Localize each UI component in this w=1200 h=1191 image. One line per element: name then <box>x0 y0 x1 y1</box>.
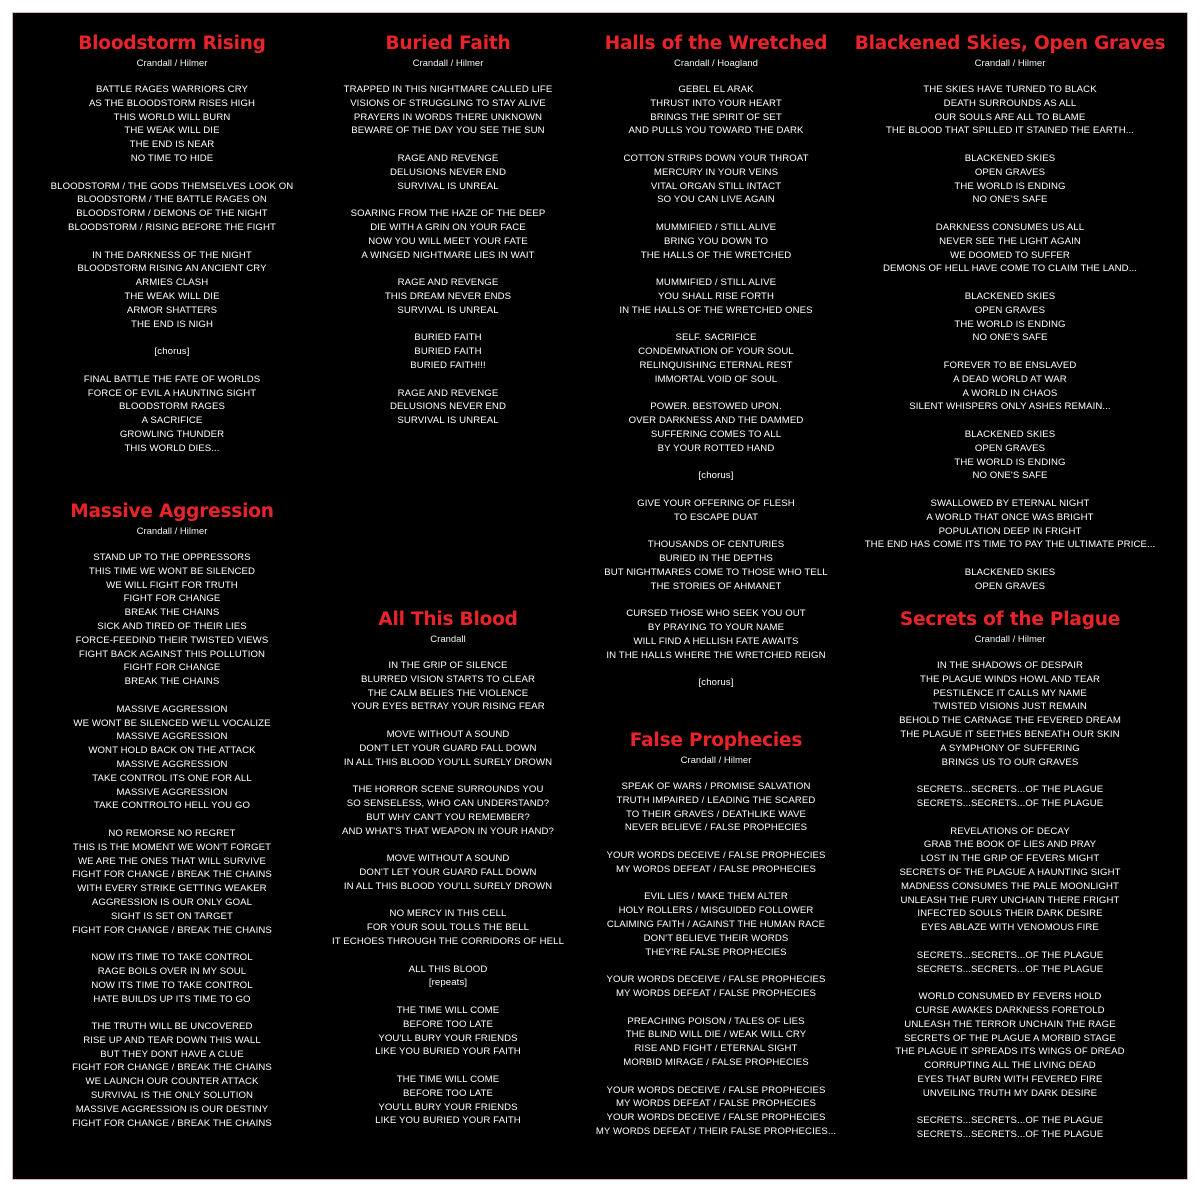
lyric-line: BLACKENED SKIES <box>964 152 1056 164</box>
lyric-line: BUT WHY CAN'T YOU REMEMBER? <box>366 811 530 823</box>
lyric-line: MASSIVE AGGRESSION <box>116 731 228 743</box>
stanza <box>557 497 875 525</box>
stanza <box>835 566 1185 594</box>
stanza <box>835 152 1185 207</box>
lyric-line: MADNESS CONSUMES THE PALE MOONLIGHT <box>901 880 1119 892</box>
stanza <box>289 659 607 714</box>
stanza <box>557 469 875 483</box>
lyric-line: IN THE GRIP OF SILENCE <box>388 660 508 671</box>
lyric-line: WE WONT BE SILENCED WE'LL VOCALIZE <box>73 717 271 729</box>
lyric-line: IT ECHOES THROUGH THE CORRIDORS OF HELL <box>331 935 565 947</box>
lyric-line: NO ONE'S SAFE <box>972 194 1048 206</box>
lyric-line: IMMORTAL VOID OF SOUL <box>654 373 778 385</box>
lyric-line: THIS WORLD WILL BURN <box>113 111 231 123</box>
lyric-line: BLACKENED SKIES <box>964 428 1056 440</box>
song-credit: Crandall / Hilmer <box>974 58 1046 69</box>
lyric-line: HATE BUILDS UP ITS TIME TO GO <box>93 993 251 1005</box>
lyric-line: THE END HAS COME ITS TIME TO PAY THE ULTIMATE PRICE... <box>864 539 1156 551</box>
lyric-line: BLOODSTORM / THE BATTLE RAGES ON <box>77 194 267 206</box>
lyric-line: FINAL BATTLE THE FATE OF WORLDS <box>83 373 261 385</box>
lyric-line: THRUST INTO YOUR HEART <box>650 97 782 109</box>
lyric-line: [chorus] <box>154 346 190 358</box>
lyric-line: VISIONS OF STRUGGLING TO STAY ALIVE <box>350 97 546 109</box>
stanza <box>851 659 1169 769</box>
lyric-line: WILL FIND A HELLISH FATE AWAITS <box>633 635 799 647</box>
lyric-line: FOR YOUR SOUL TOLLS THE BELL <box>366 922 530 934</box>
lyric-line: LIKE YOU BURIED YOUR FAITH <box>375 1115 521 1127</box>
lyric-line: THE END IS NIGH <box>131 318 213 330</box>
lyric-line: DIE WITH A GRIN ON YOUR FACE <box>370 221 526 233</box>
lyric-line: IN ALL THIS BLOOD YOU'LL SURELY DROWN <box>343 880 553 892</box>
lyric-line: SO YOU CAN LIVE AGAIN <box>657 194 775 206</box>
lyric-line: BLURRED VISION STARTS TO CLEAR <box>361 673 535 685</box>
stanza <box>557 400 875 455</box>
lyric-line: RELINQUISHING ETERNAL REST <box>639 359 793 371</box>
lyric-line: YOUR EYES BETRAY YOUR RISING FEAR <box>351 701 545 713</box>
stanza <box>557 331 875 386</box>
lyric-line: THIS WORLD DIES... <box>124 442 220 454</box>
lyric-line: MOVE WITHOUT A SOUND <box>386 853 510 865</box>
lyric-line: THE PLAGUE IT SPREADS ITS WINGS OF DREAD <box>895 1046 1125 1058</box>
lyric-line: TAKE CONTROLTO HELL YOU GO <box>93 800 251 812</box>
lyric-line: PRAYERS IN WORDS THERE UNKNOWN <box>353 111 543 123</box>
lyric-line: RAGE BOILS OVER IN MY SOUL <box>97 965 247 977</box>
lyric-line: CORRUPTING ALL THE LIVING DEAD <box>924 1060 1096 1072</box>
stanza <box>13 827 331 937</box>
lyric-line: DELUSIONS NEVER END <box>390 166 506 178</box>
lyric-line: STAND UP TO THE OPPRESSORS <box>93 552 251 563</box>
stanza <box>851 990 1169 1100</box>
lyric-line: BRINGS THE SPIRIT OF SET <box>650 111 782 123</box>
lyric-line: YOUR WORDS DECEIVE / FALSE PROPHECIES <box>606 1112 826 1124</box>
lyric-line: SECRETS...SECRETS...OF THE PLAGUE <box>916 784 1104 796</box>
stanza <box>13 83 331 166</box>
stanza <box>835 359 1185 414</box>
stanza <box>835 428 1185 483</box>
lyric-line: INFECTED SOULS THEIR DARK DESIRE <box>917 908 1103 920</box>
lyric-line: THE WEAK WILL DIE <box>124 290 220 302</box>
lyric-line: IN ALL THIS BLOOD YOU'LL SURELY DROWN <box>343 756 553 768</box>
song-credit: Crandall / Hilmer <box>680 755 752 766</box>
lyric-line: UNVEILING TRUTH MY DARK DESIRE <box>922 1087 1098 1099</box>
lyric-line: TAKE CONTROL ITS ONE FOR ALL <box>92 772 252 784</box>
song-title: Blackened Skies, Open Graves <box>854 33 1166 54</box>
lyric-line: TRAPPED IN THIS NIGHTMARE CALLED LIFE <box>343 84 553 95</box>
lyric-line: MUMMIFIED / STILL ALIVE <box>655 221 777 233</box>
stanza <box>557 973 875 1001</box>
lyric-line: NOW ITS TIME TO TAKE CONTROL <box>91 952 253 964</box>
lyric-line: SECRETS...SECRETS...OF THE PLAGUE <box>916 1115 1104 1127</box>
song-bloodstorm-rising <box>13 31 331 469</box>
lyric-line: YOU'LL BURY YOUR FRIENDS <box>378 1101 518 1113</box>
lyric-line: NO ONE'S SAFE <box>972 332 1048 344</box>
lyric-line: BLOODSTORM / DEMONS OF THE NIGHT <box>76 208 268 220</box>
lyric-line: WITH EVERY STRIKE GETTING WEAKER <box>77 883 267 895</box>
song-credit: Crandall / Hilmer <box>974 634 1046 645</box>
lyric-line: SPEAK OF WARS / PROMISE SALVATION <box>621 781 811 792</box>
lyric-line: THE HALLS OF THE WRETCHED <box>640 249 792 261</box>
lyric-line: TO THEIR GRAVES / DEATHLIKE WAVE <box>625 808 806 820</box>
lyric-line: NO REMORSE NO REGRET <box>108 827 236 839</box>
lyric-line: NEVER BELIEVE / FALSE PROPHECIES <box>624 822 808 834</box>
lyric-line: CONDEMNATION OF YOUR SOUL <box>638 346 794 358</box>
lyric-line: DEATH SURROUNDS AS ALL <box>943 97 1077 109</box>
lyric-line: HOLY ROLLERS / MISGUIDED FOLLOWER <box>618 905 814 917</box>
stanza <box>557 1084 875 1139</box>
lyric-line: NEVER SEE THE LIGHT AGAIN <box>939 235 1081 247</box>
lyrics-sheet <box>12 12 1188 1180</box>
stanza <box>851 825 1169 935</box>
lyric-line: OPEN GRAVES <box>974 442 1046 454</box>
lyric-line: SILENT WHISPERS ONLY ASHES REMAIN... <box>909 401 1111 413</box>
stanza <box>835 221 1185 276</box>
stanza <box>835 290 1185 345</box>
lyric-line: OPEN GRAVES <box>974 580 1046 592</box>
lyric-line: BEFORE TOO LATE <box>403 1087 493 1099</box>
lyric-line: MASSIVE AGGRESSION <box>116 786 228 798</box>
lyric-line: SECRETS...SECRETS...OF THE PLAGUE <box>916 1129 1104 1141</box>
lyric-line: WE DOOMED TO SUFFER <box>950 249 1070 261</box>
lyric-line: BEFORE TOO LATE <box>403 1018 493 1030</box>
lyric-line: BURIED FAITH <box>414 332 482 344</box>
lyric-line: NO ONE'S SAFE <box>972 470 1048 482</box>
lyric-line: THE HORROR SCENE SURROUNDS YOU <box>352 784 544 796</box>
lyric-line: WE ARE THE ONES THAT WILL SURVIVE <box>77 855 267 867</box>
lyric-line: NO MERCY IN THIS CELL <box>389 908 507 920</box>
song-secrets-of-the-plague <box>851 607 1169 1156</box>
lyric-line: DON'T LET YOUR GUARD FALL DOWN <box>359 742 537 754</box>
lyric-line: MASSIVE AGGRESSION <box>116 758 228 770</box>
song-credit: Crandall / Hilmer <box>136 58 208 69</box>
lyric-line: A WINGED NIGHTMARE LIES IN WAIT <box>361 249 535 261</box>
song-credit: Crandall / Hoagland <box>674 58 758 69</box>
lyric-line: OUR SOULS ARE ALL TO BLAME <box>934 111 1086 123</box>
lyric-line: DARKNESS CONSUMES US ALL <box>935 221 1085 233</box>
lyric-line: BURIED FAITH <box>414 346 482 358</box>
lyric-line: GRAB THE BOOK OF LIES AND PRAY <box>923 839 1097 851</box>
lyric-line: ARMOR SHATTERS <box>126 304 218 316</box>
lyric-line: SUFFERING COMES TO ALL <box>650 428 782 440</box>
lyric-line: DON'T LET YOUR GUARD FALL DOWN <box>359 866 537 878</box>
stanza <box>557 780 875 835</box>
lyric-line: RAGE AND REVENGE <box>397 277 499 289</box>
lyric-line: POWER. BESTOWED UPON. <box>650 401 782 413</box>
lyric-line: SWALLOWED BY ETERNAL NIGHT <box>930 497 1090 509</box>
lyric-line: SURVIVAL IS UNREAL <box>397 304 499 316</box>
lyric-line: THE PLAGUE WINDS HOWL AND TEAR <box>920 673 1100 685</box>
stanza <box>13 703 331 813</box>
lyric-line: A DEAD WORLD AT WAR <box>953 373 1067 385</box>
song-title: Massive Aggression <box>70 501 274 522</box>
lyric-line: THE TRUTH WILL BE UNCOVERED <box>91 1021 253 1033</box>
song-credit: Crandall / Hilmer <box>136 526 208 537</box>
lyric-line: BY YOUR ROTTED HAND <box>657 442 775 454</box>
lyric-line: WE LAUNCH OUR COUNTER ATTACK <box>85 1076 259 1088</box>
lyric-line: IN THE SHADOWS OF DESPAIR <box>936 660 1084 671</box>
song-title: Buried Faith <box>385 33 511 54</box>
lyric-line: MOVE WITHOUT A SOUND <box>386 728 510 740</box>
song-title: False Prophecies <box>629 730 803 751</box>
lyric-line: BLOODSTORM RISING AN ANCIENT CRY <box>77 263 267 275</box>
lyric-line: THE WEAK WILL DIE <box>124 125 220 137</box>
lyric-line: SURVIVAL IS UNREAL <box>397 415 499 427</box>
lyric-line: THE TIME WILL COME <box>396 1073 500 1085</box>
lyric-line: A SYMPHONY OF SUFFERING <box>940 742 1080 754</box>
lyric-line: THOUSANDS OF CENTURIES <box>647 539 785 551</box>
lyric-line: SIGHT IS SET ON TARGET <box>111 910 233 922</box>
song-title: Halls of the Wretched <box>604 33 828 54</box>
lyric-line: GROWLING THUNDER <box>119 428 225 440</box>
lyric-line: MY WORDS DEFEAT / FALSE PROPHECIES <box>615 863 817 875</box>
lyric-line: YOUR WORDS DECEIVE / FALSE PROPHECIES <box>606 974 826 986</box>
stanza <box>557 152 875 207</box>
stanza <box>835 83 1185 138</box>
lyric-line: BY PRAYING TO YOUR NAME <box>647 622 785 634</box>
lyric-line: RISE AND FIGHT / ETERNAL SIGHT <box>634 1043 798 1055</box>
lyric-line: THIS TIME WE WONT BE SILENCED <box>88 565 256 577</box>
lyric-line: FIGHT FOR CHANGE / BREAK THE CHAINS <box>72 1117 272 1129</box>
lyric-line: BEWARE OF THE DAY YOU SEE THE SUN <box>351 125 545 137</box>
lyric-line: SICK AND TIRED OF THEIR LIES <box>97 620 247 632</box>
lyric-line: COTTON STRIPS DOWN YOUR THROAT <box>623 152 809 164</box>
lyric-line: THE SKIES HAVE TURNED TO BLACK <box>923 84 1097 95</box>
song-title: All This Blood <box>378 609 518 630</box>
lyric-line: DON'T BELIEVE THEIR WORDS <box>643 932 789 944</box>
lyric-line: THE BLIND WILL DIE / WEAK WILL CRY <box>625 1029 807 1041</box>
lyric-line: POPULATION DEEP IN FRIGHT <box>938 525 1082 537</box>
lyric-line: BREAK THE CHAINS <box>124 676 220 688</box>
lyric-line: MERCURY IN YOUR VEINS <box>653 166 779 178</box>
lyric-line: YOUR WORDS DECEIVE / FALSE PROPHECIES <box>606 1084 826 1096</box>
lyric-line: IN THE HALLS OF THE WRETCHED ONES <box>619 304 813 316</box>
lyric-line: BURIED FAITH!!! <box>410 359 486 371</box>
lyric-line: GIVE YOUR OFFERING OF FLESH <box>637 497 795 509</box>
lyric-line: REVELATIONS OF DECAY <box>950 825 1070 837</box>
lyric-line: FIGHT FOR CHANGE / BREAK THE CHAINS <box>72 924 272 936</box>
lyric-line: EYES ABLAZE WITH VENOMOUS FIRE <box>921 922 1099 934</box>
lyric-line: THE END IS NEAR <box>129 139 215 151</box>
lyric-line: DELUSIONS NEVER END <box>390 401 506 413</box>
lyric-line: BLOODSTORM / RISING BEFORE THE FIGHT <box>68 221 276 233</box>
lyric-line: BUT THEY DONT HAVE A CLUE <box>100 1048 244 1060</box>
lyric-line: THEY'RE FALSE PROPHECIES <box>645 946 787 958</box>
lyric-line: SURVIVAL IS THE ONLY SOLUTION <box>90 1090 254 1102</box>
song-blackened-skies-open-graves <box>835 31 1185 607</box>
lyric-line: THE STORIES OF AHMANET <box>650 580 782 592</box>
lyric-line: EVIL LIES / MAKE THEM ALTER <box>644 891 788 903</box>
lyric-line: BRING YOU DOWN TO <box>663 235 769 247</box>
stanza <box>557 276 875 317</box>
song-halls-of-the-wretched <box>557 31 875 704</box>
lyric-line: [chorus] <box>698 677 734 689</box>
lyric-line: THE PLAGUE IT SEETHES BENEATH OUR SKIN <box>900 728 1120 740</box>
lyric-line: [repeats] <box>428 977 468 989</box>
lyric-line: BUT NIGHTMARES COME TO THOSE WHO TELL <box>604 566 828 578</box>
lyric-line: MUMMIFIED / STILL ALIVE <box>655 277 777 289</box>
stanza <box>835 497 1185 552</box>
lyric-line: SURVIVAL IS UNREAL <box>397 180 499 192</box>
lyric-line: BLACKENED SKIES <box>964 566 1056 578</box>
lyric-line: BEHOLD THE CARNAGE THE FEVERED DREAM <box>899 715 1121 727</box>
lyric-line: SO SENSELESS, WHO CAN UNDERSTAND? <box>346 797 550 809</box>
lyric-line: BURIED IN THE DEPTHS <box>659 553 773 565</box>
lyric-line: NOW YOU WILL MEET YOUR FATE <box>368 235 528 247</box>
lyric-line: THE TIME WILL COME <box>396 1004 500 1016</box>
stanza <box>851 1114 1169 1142</box>
stanza <box>13 551 331 689</box>
lyric-line: OPEN GRAVES <box>974 304 1046 316</box>
lyric-line: PESTILENCE IT CALLS MY NAME <box>933 687 1087 699</box>
lyric-line: GEBEL EL ARAK <box>678 84 754 95</box>
lyric-line: THE WORLD IS ENDING <box>954 456 1066 468</box>
stanza <box>557 1015 875 1070</box>
lyric-line: A WORLD IN CHAOS <box>962 387 1058 399</box>
stanza <box>13 180 331 235</box>
lyric-line: IN THE HALLS WHERE THE WRETCHED REIGN <box>606 649 826 661</box>
song-massive-aggression <box>13 499 331 1144</box>
lyric-line: SECRETS...SECRETS...OF THE PLAGUE <box>916 949 1104 961</box>
lyric-line: FIGHT FOR CHANGE <box>123 662 221 674</box>
lyric-line: SECRETS OF THE PLAGUE A MORBID STAGE <box>904 1032 1116 1044</box>
lyric-line: MY WORDS DEFEAT / THEIR FALSE PROPHECIES... <box>595 1125 837 1137</box>
stanza <box>13 951 331 1006</box>
lyric-line: RAGE AND REVENGE <box>397 387 499 399</box>
lyric-line: RISE UP AND TEAR DOWN THIS WALL <box>83 1034 261 1046</box>
lyric-line: THE BLOOD THAT SPILLED IT STAINED THE EARTH... <box>885 125 1135 137</box>
stanza <box>557 221 875 262</box>
lyric-line: SECRETS...SECRETS...OF THE PLAGUE <box>916 963 1104 975</box>
lyric-line: WORLD CONSUMED BY FEVERS HOLD <box>918 991 1102 1003</box>
lyric-line: WE WILL FIGHT FOR TRUTH <box>106 579 238 591</box>
lyric-line: DEMONS OF HELL HAVE COME TO CLAIM THE LAND... <box>883 263 1137 275</box>
lyric-line: FIGHT FOR CHANGE / BREAK THE CHAINS <box>72 869 272 881</box>
lyric-line: A SACRIFICE <box>141 415 203 427</box>
lyric-line: BLOODSTORM RAGES <box>119 401 225 413</box>
lyric-line: AS THE BLOODSTORM RISES HIGH <box>88 97 256 109</box>
lyric-line: SECRETS...SECRETS...OF THE PLAGUE <box>916 797 1104 809</box>
lyric-line: IN THE DARKNESS OF THE NIGHT <box>92 249 252 261</box>
lyric-line: MY WORDS DEFEAT / FALSE PROPHECIES <box>615 1098 817 1110</box>
lyric-line: FIGHT BACK AGAINST THIS POLLUTION <box>78 648 266 660</box>
lyric-line: BATTLE RAGES WARRIORS CRY <box>95 84 249 95</box>
lyric-line: VITAL ORGAN STILL INTACT <box>650 180 782 192</box>
stanza <box>13 1020 331 1130</box>
lyric-line: BREAK THE CHAINS <box>124 607 220 619</box>
lyric-line: THE CALM BELIES THE VIOLENCE <box>367 687 529 699</box>
lyric-line: ARMIES CLASH <box>135 277 209 289</box>
lyric-line: MASSIVE AGGRESSION <box>116 703 228 715</box>
lyric-line: FOREVER TO BE ENSLAVED <box>943 359 1077 371</box>
lyric-line: TWISTED VISIONS JUST REMAIN <box>933 701 1087 713</box>
song-title: Secrets of the Plague <box>899 609 1121 630</box>
lyric-line: FIGHT FOR CHANGE / BREAK THE CHAINS <box>72 1062 272 1074</box>
lyric-line: ALL THIS BLOOD <box>408 963 488 975</box>
lyric-line: FIGHT FOR CHANGE <box>123 593 221 605</box>
lyric-line: TO ESCAPE DUAT <box>673 511 759 523</box>
lyric-line: [chorus] <box>698 470 734 482</box>
lyric-line: LIKE YOU BURIED YOUR FAITH <box>375 1046 521 1058</box>
lyric-line: UNLEASH THE FURY UNCHAIN THERE FRIGHT <box>900 894 1120 906</box>
lyric-line: THE WORLD IS ENDING <box>954 318 1066 330</box>
lyric-line: THE WORLD IS ENDING <box>954 180 1066 192</box>
lyric-line: THIS IS THE MOMENT WE WON'T FORGET <box>72 841 272 853</box>
lyric-line: AND WHAT'S THAT WEAPON IN YOUR HAND? <box>342 825 554 837</box>
lyric-line: LOST IN THE GRIP OF FEVERS MIGHT <box>920 853 1100 865</box>
stanza <box>557 538 875 593</box>
lyric-line: TRUTH IMPAIRED / LEADING THE SCARED <box>616 794 816 806</box>
lyric-line: NOW ITS TIME TO TAKE CONTROL <box>91 979 253 991</box>
stanza <box>557 849 875 877</box>
stanza <box>13 249 331 332</box>
stanza <box>13 345 331 359</box>
song-false-prophecies <box>557 728 875 1153</box>
lyric-line: A WORLD THAT ONCE WAS BRIGHT <box>926 511 1094 523</box>
lyric-line: MASSIVE AGGRESSION IS OUR DESTINY <box>75 1103 269 1115</box>
lyric-line: RAGE AND REVENGE <box>397 152 499 164</box>
stanza <box>851 783 1169 811</box>
lyric-line: BRINGS US TO OUR GRAVES <box>941 756 1079 768</box>
lyric-line: SECRETS OF THE PLAGUE A HAUNTING SIGHT <box>899 866 1121 878</box>
lyric-line: UNLEASH THE TERROR UNCHAIN THE RAGE <box>904 1018 1116 1030</box>
lyric-line: AGGRESSION IS OUR ONLY GOAL <box>91 896 253 908</box>
stanza <box>557 890 875 959</box>
lyric-line: MY WORDS DEFEAT / FALSE PROPHECIES <box>615 987 817 999</box>
lyric-line: YOU SHALL RISE FORTH <box>657 290 775 302</box>
lyric-line: SELF. SACRIFICE <box>675 332 757 344</box>
stanza <box>557 83 875 138</box>
lyric-line: AND PULLS YOU TOWARD THE DARK <box>628 125 804 137</box>
lyric-line: YOUR WORDS DECEIVE / FALSE PROPHECIES <box>606 849 826 861</box>
stanza <box>13 373 331 456</box>
lyric-line: FORCE-FEEDIND THEIR TWISTED VIEWS <box>75 634 269 646</box>
song-title: Bloodstorm Rising <box>78 33 266 54</box>
lyric-line: EYES THAT BURN WITH FEVERED FIRE <box>917 1073 1103 1085</box>
lyric-line: NO TIME TO HIDE <box>130 152 214 164</box>
stanza <box>851 949 1169 977</box>
lyric-line: SOARING FROM THE HAZE OF THE DEEP <box>350 208 546 220</box>
lyric-line: YOU'LL BURY YOUR FRIENDS <box>378 1032 518 1044</box>
lyric-line: CURSE AWAKES DARKNESS FORETOLD <box>915 1004 1105 1016</box>
lyric-line: CURSED THOSE WHO SEEK YOU OUT <box>626 608 806 620</box>
lyric-line: BLACKENED SKIES <box>964 290 1056 302</box>
lyric-line: MORBID MIRAGE / FALSE PROPHECIES <box>623 1056 809 1068</box>
song-credit: Crandall / Hilmer <box>412 58 484 69</box>
lyric-line: OVER DARKNESS AND THE DAMMED <box>628 415 804 427</box>
lyric-line: OPEN GRAVES <box>974 166 1046 178</box>
lyric-line: THIS DREAM NEVER ENDS <box>384 290 512 302</box>
lyric-line: WONT HOLD BACK ON THE ATTACK <box>88 745 256 757</box>
lyric-line: CLAIMING FAITH / AGAINST THE HUMAN RACE <box>606 918 826 930</box>
lyric-line: FORCE OF EVIL A HAUNTING SIGHT <box>87 387 257 399</box>
lyric-line: BLOODSTORM / THE GODS THEMSELVES LOOK ON <box>50 180 294 192</box>
song-credit: Crandall <box>430 634 466 645</box>
lyric-line: PREACHING POISON / TALES OF LIES <box>627 1015 805 1027</box>
